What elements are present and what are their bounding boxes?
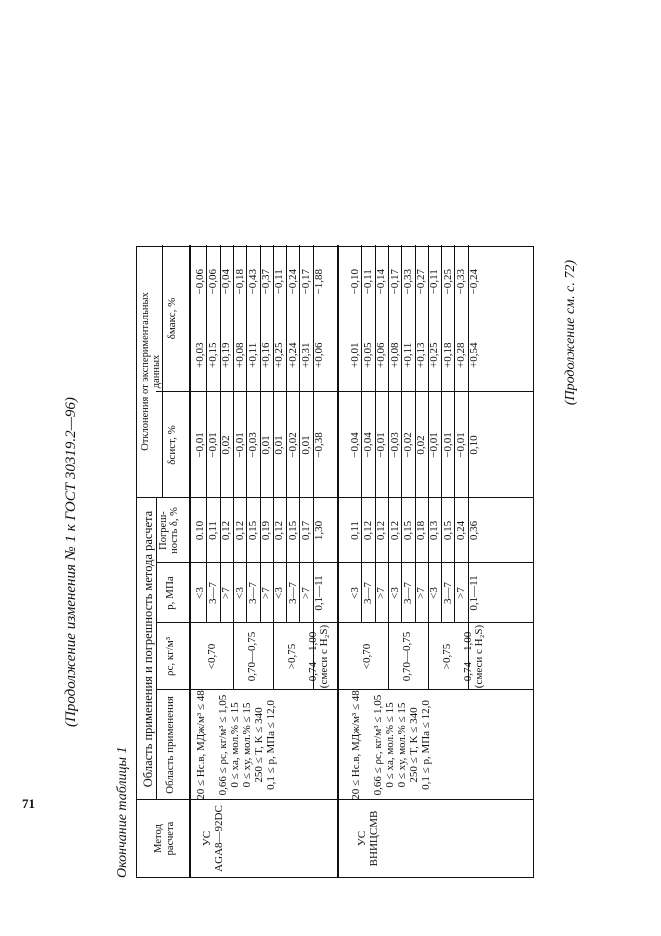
table-row [246, 245, 259, 877]
method-header-line2: расчета [165, 821, 176, 856]
dev-max-header: δмакс, % [166, 297, 178, 340]
error-cell: 0,24 [455, 520, 468, 541]
table-row [348, 245, 361, 877]
dev-max-pos-cell: +0,31 [300, 342, 313, 368]
error-cell: 0,36 [468, 520, 481, 541]
pressure-cell: 0,1—11 [468, 575, 481, 611]
table-caption: Окончание таблицы 1 [115, 746, 130, 878]
density-value: <0,70 [361, 643, 374, 670]
pressure-header: p, МПа [164, 576, 176, 610]
dev-mean-cell: −0,01 [455, 432, 468, 458]
application-area-line: 20 ≤ Hс.в, МДж/м³ ≤ 48 [195, 690, 207, 800]
application-area-line: 250 ≤ T, K ≤ 340 [408, 707, 420, 783]
dev-mean-cell: −0,02 [286, 432, 299, 458]
error-cell: 0,15 [401, 520, 414, 541]
pressure-cell: 3—7 [246, 582, 259, 604]
application-area-line: 250 ≤ T, K ≤ 340 [253, 707, 265, 783]
dev-max-neg-cell: −0,33 [455, 269, 468, 295]
dev-mean-cell: 0,10 [468, 435, 481, 455]
dev-mean-cell: 0,02 [415, 435, 428, 455]
density-value: 0,74—1,00 [307, 631, 320, 682]
application-area-line: 0,1 ≤ p, МПа ≤ 12,0 [265, 700, 277, 790]
table-row [260, 245, 273, 877]
dev-mean-cell: −0,01 [441, 432, 454, 458]
dev-max-pos-cell: +0,19 [220, 342, 233, 368]
dev-max-neg-cell: −0,25 [441, 269, 454, 295]
grid-line [162, 245, 163, 498]
dev-max-neg-cell: −1,88 [313, 269, 326, 295]
table-row [193, 245, 206, 877]
density-cell [193, 623, 233, 690]
method-header-line1: Метод [153, 824, 164, 853]
area-group-header: Область применения и погрешность метода расчета [141, 510, 155, 788]
dev-mean-cell: −0,01 [193, 432, 206, 458]
error-cell: 0,12 [361, 520, 374, 541]
dev-max-pos-cell: +0,06 [313, 342, 326, 368]
dev-mean-cell: −0,01 [233, 432, 246, 458]
dev-mean-cell: 0,01 [300, 435, 313, 455]
table-row [388, 245, 401, 877]
dev-mean-cell: −0,02 [401, 432, 414, 458]
table-row [428, 245, 441, 877]
dev-max-pos-cell: +0,08 [233, 342, 246, 368]
dev-mean-cell: 0,02 [220, 435, 233, 455]
density-cell [388, 623, 428, 690]
dev-max-neg-cell: −0,10 [348, 269, 361, 295]
page-number: 71 [22, 796, 35, 811]
dev-mean-cell: −0,01 [375, 432, 388, 458]
pressure-cell: >7 [455, 587, 468, 599]
method-name-line: УС [356, 830, 368, 847]
density-cell [307, 623, 331, 690]
method-name-line: ВНИЦСМВ [368, 810, 380, 867]
density-cell [233, 623, 273, 690]
pressure-cell: 3—7 [441, 582, 454, 604]
table-row [361, 245, 374, 877]
error-header-line1: Погреш- [158, 511, 169, 550]
dev-max-neg-cell: −0,27 [415, 269, 428, 295]
dev-max-pos-cell: +0,05 [361, 342, 374, 368]
error-cell: 0,12 [375, 520, 388, 541]
method-header [153, 800, 177, 877]
error-cell: 0,12 [273, 520, 286, 541]
density-value: (смеси с H₂S) [473, 624, 486, 689]
table-row [220, 245, 233, 877]
dev-mean-cell: 0,01 [260, 435, 273, 455]
pressure-cell: <3 [273, 587, 286, 599]
density-cell [462, 623, 486, 690]
dev-max-pos-cell: +0,54 [468, 342, 481, 368]
dev-max-neg-cell: −0,11 [428, 269, 441, 295]
table-row [273, 245, 286, 877]
grid-line [337, 245, 339, 877]
dev-max-neg-cell: −0,43 [246, 269, 259, 295]
application-area-line: 20 ≤ Hс.в, МДж/м³ ≤ 48 [350, 690, 362, 800]
grid-line [189, 245, 191, 877]
dev-max-neg-cell: −0,18 [233, 269, 246, 295]
density-value: <0,70 [206, 643, 219, 670]
density-cell [348, 623, 388, 690]
density-value: 0,70—0,75 [401, 631, 414, 682]
table-row [375, 245, 388, 877]
table-row [206, 245, 219, 877]
dev-max-pos-cell: +0,25 [428, 342, 441, 368]
application-area-line: 0 ≤ xа, мол.% ≤ 15 [384, 702, 396, 788]
pressure-cell: <3 [233, 587, 246, 599]
dev-max-neg-cell: −0,17 [300, 269, 313, 295]
error-cell: 0,17 [300, 520, 313, 541]
dev-max-neg-cell: −0,24 [286, 269, 299, 295]
error-cell: 1,30 [313, 520, 326, 541]
application-area-line: 0 ≤ xу, мол.% ≤ 15 [396, 702, 408, 788]
dev-max-neg-cell: −0,06 [206, 269, 219, 295]
dev-max-pos-cell: +0,15 [206, 342, 219, 368]
dev-max-neg-cell: −0,17 [388, 269, 401, 295]
rotated-page [63, 246, 593, 878]
table-row [454, 245, 467, 877]
dev-max-neg-cell: −0,24 [468, 269, 481, 295]
density-value: 0,70—0,75 [246, 631, 259, 682]
dev-max-pos-cell: +0,03 [193, 342, 206, 368]
application-area-line: 0,66 ≤ ρс, кг/м³ ≤ 1,05 [372, 694, 384, 796]
application-area-line: 0,1 ≤ p, МПа ≤ 12,0 [420, 700, 432, 790]
error-cell: 0,15 [441, 520, 454, 541]
error-cell: 0.10 [193, 520, 206, 541]
table-row [441, 245, 454, 877]
dev-max-pos-cell: +0,08 [388, 342, 401, 368]
table-row [286, 245, 299, 877]
application-area-line: 0,66 ≤ ρс, кг/м³ ≤ 1,05 [217, 694, 229, 796]
dev-mean-cell: 0,01 [273, 435, 286, 455]
dev-mean-cell: −0,01 [428, 432, 441, 458]
dev-max-pos-cell: +0,16 [260, 342, 273, 368]
dev-mean-cell: −0,04 [348, 432, 361, 458]
dev-max-pos-cell: +0,25 [273, 342, 286, 368]
dev-max-neg-cell: −0,11 [273, 269, 286, 295]
error-cell: 0,13 [428, 520, 441, 541]
dev-mean-cell: −0,01 [206, 432, 219, 458]
error-cell: 0,15 [286, 520, 299, 541]
pressure-cell: <3 [193, 587, 206, 599]
pressure-cell: >7 [375, 587, 388, 599]
dev-max-pos-cell: +0,01 [348, 342, 361, 368]
pressure-cell: <3 [428, 587, 441, 599]
table-row [313, 245, 326, 877]
density-value: 0,74—1,00 [462, 631, 475, 682]
dev-max-neg-cell: −0,37 [260, 269, 273, 295]
dev-max-pos-cell: +0,11 [246, 342, 259, 368]
application-area-line: 0 ≤ xу, мол.% ≤ 15 [241, 702, 253, 788]
deviation-group-header [140, 245, 162, 498]
density-value: (смеси с H₂S) [318, 624, 331, 689]
pressure-cell: 3—7 [361, 582, 374, 604]
error-cell: 0,12 [220, 520, 233, 541]
dev-max-pos-cell: +0,24 [286, 342, 299, 368]
error-cell: 0,12 [233, 520, 246, 541]
dev-mean-cell: −0,03 [246, 432, 259, 458]
dev-mean-cell: −0,38 [313, 432, 326, 458]
table-row [233, 245, 246, 877]
pressure-cell: 3—7 [206, 582, 219, 604]
dev-max-neg-cell: −0,11 [361, 269, 374, 295]
error-header-line2: ность δ, % [169, 507, 180, 554]
continuation-footer: (Продолжение см. с. 72) [563, 260, 578, 406]
dev-max-pos-cell: +0,18 [441, 342, 454, 368]
dev-max-neg-cell: −0,33 [401, 269, 414, 295]
dev-max-neg-cell: −0,04 [220, 269, 233, 295]
table-row [468, 245, 481, 877]
pressure-cell: 3—7 [286, 582, 299, 604]
continuation-header: (Продолжение изменения № 1 к ГОСТ 30319.2—96) [63, 397, 79, 727]
pressure-cell: >7 [220, 587, 233, 599]
dev-mean-cell: −0,03 [388, 432, 401, 458]
application-area-line: 0 ≤ xа, мол.% ≤ 15 [229, 702, 241, 788]
error-cell: 0,11 [348, 521, 361, 540]
dev-max-pos-cell: +0,28 [455, 342, 468, 368]
error-cell: 0,11 [206, 521, 219, 540]
pressure-cell: >7 [260, 587, 273, 599]
method-name-line: УС [201, 830, 213, 847]
pressure-cell: 3—7 [401, 582, 414, 604]
error-cell: 0,12 [388, 520, 401, 541]
method-name-line: AGA8—92DC [213, 805, 225, 872]
dev-mean-header: δсист, % [166, 425, 178, 465]
error-header [158, 498, 180, 563]
rho-header: ρс, кг/м³ [164, 636, 176, 677]
dev-max-neg-cell: −0,14 [375, 269, 388, 295]
error-cell: 0,19 [260, 520, 273, 541]
error-cell: 0,15 [246, 520, 259, 541]
deviation-header-line1: Отклонения от экспериментальных [140, 292, 151, 451]
deviation-header-line2: данных [151, 354, 162, 389]
density-value: >0,75 [286, 643, 299, 670]
dev-max-neg-cell: −0,06 [193, 269, 206, 295]
density-value: >0,75 [441, 643, 454, 670]
table-row [415, 245, 428, 877]
pressure-cell: <3 [388, 587, 401, 599]
grid-line [156, 498, 157, 800]
pressure-cell: 0,1—11 [313, 575, 326, 611]
error-cell: 0,18 [415, 520, 428, 541]
pressure-cell: >7 [300, 587, 313, 599]
data-table [136, 246, 534, 878]
pressure-cell: <3 [348, 587, 361, 599]
table-row [299, 245, 312, 877]
pressure-cell: >7 [415, 587, 428, 599]
dev-max-pos-cell: +0,11 [401, 342, 414, 368]
dev-mean-cell: −0,04 [361, 432, 374, 458]
table-row [401, 245, 414, 877]
area-header: Область применения [164, 696, 176, 794]
dev-max-pos-cell: +0,06 [375, 342, 388, 368]
dev-max-pos-cell: +0,13 [415, 342, 428, 368]
